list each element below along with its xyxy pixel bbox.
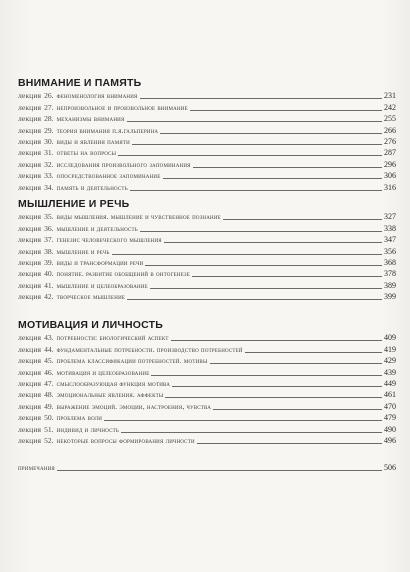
lecture-label: лекция (18, 401, 42, 411)
lecture-number: 50. (44, 413, 54, 423)
toc-row[interactable] (18, 234, 396, 245)
lecture-title: смыслообразующая функция мотива (56, 378, 171, 388)
lecture-title: феноменология внимания (56, 91, 138, 101)
section-thinking-speech (18, 197, 396, 302)
page-number: 338 (384, 223, 396, 233)
page-number: 409 (384, 333, 396, 343)
lecture-label: лекция (18, 125, 42, 135)
lecture-label: лекция (18, 333, 42, 343)
page-number: 439 (384, 367, 396, 377)
leader-line (165, 396, 382, 398)
lecture-label: лекция (18, 257, 42, 267)
lecture-number: 40. (44, 269, 54, 279)
lecture-label: лекция (18, 159, 42, 169)
lecture-label: лекция (18, 212, 42, 222)
page-number: 389 (384, 280, 396, 290)
page-number: 242 (384, 102, 396, 112)
leader-line (118, 154, 382, 156)
lecture-number: 49. (44, 401, 54, 411)
page-number: 449 (384, 378, 396, 388)
lecture-number: 38. (44, 246, 54, 256)
lecture-number: 45. (44, 356, 54, 366)
page-number: 327 (384, 212, 396, 222)
page-number: 306 (384, 171, 396, 181)
leader-line (197, 442, 382, 444)
section-motivation-personality (18, 318, 396, 446)
page-number: 347 (384, 235, 396, 245)
lecture-title: непроизвольное и произвольное внимание (56, 102, 188, 112)
toc-row[interactable] (18, 291, 396, 302)
toc-row[interactable] (18, 366, 396, 377)
lecture-label: лекция (18, 269, 42, 279)
lecture-title: некоторые вопросы формирования личности (56, 435, 195, 445)
page-number: 378 (384, 269, 396, 279)
lecture-number: 37. (44, 235, 54, 245)
lecture-number: 35. (44, 212, 54, 222)
lecture-number: 26. (44, 91, 54, 101)
lecture-label: лекция (18, 91, 42, 101)
section-title: ВНИМАНИЕ И ПАМЯТЬ (18, 77, 142, 89)
leader-line (190, 109, 382, 111)
page-number: 276 (384, 136, 396, 146)
toc-row[interactable] (18, 332, 396, 343)
lecture-title: проблема классификации потребностей. мотивы (56, 356, 208, 366)
toc-row[interactable] (18, 378, 396, 389)
toc-row[interactable] (18, 423, 396, 434)
lecture-title: мышление и деятельность (56, 223, 138, 233)
leader-line (145, 264, 382, 266)
lecture-number: 39. (44, 257, 54, 267)
lecture-label: лекция (18, 367, 42, 377)
lecture-number: 47. (44, 378, 54, 388)
leader-line (164, 241, 382, 243)
lecture-title: мотивация и целеобразование (56, 367, 150, 377)
toc-row[interactable] (18, 211, 396, 222)
notes-entry (18, 462, 396, 473)
toc-list (18, 332, 396, 446)
lecture-label: лекция (18, 390, 42, 400)
leader-line (132, 143, 382, 145)
page-number: 479 (384, 413, 396, 423)
lecture-title: проблема воли (56, 413, 103, 423)
leader-line (210, 362, 382, 364)
toc-row[interactable] (18, 147, 396, 158)
page-number: 490 (384, 424, 396, 434)
lecture-title: фундаментальные потребности. производство потребностей (56, 344, 243, 354)
toc-row[interactable] (18, 222, 396, 233)
page-number: 419 (384, 344, 396, 354)
lecture-number: 33. (44, 171, 54, 181)
toc-row[interactable] (18, 462, 396, 473)
lecture-number: 28. (44, 114, 54, 124)
page-number: 399 (384, 292, 396, 302)
leader-line (192, 275, 382, 277)
lecture-number: 42. (44, 292, 54, 302)
lecture-title: творческое мышление (56, 292, 126, 302)
lecture-number: 41. (44, 280, 54, 290)
page-number: 496 (384, 435, 396, 445)
section-title: МЫШЛЕНИЕ И РЕЧЬ (18, 198, 130, 210)
leader-line (151, 374, 382, 376)
lecture-title: исследования произвольного запоминания (56, 159, 191, 169)
lecture-title: индивид и личность (56, 424, 119, 434)
leader-line (150, 287, 382, 289)
section-title: МОТИВАЦИЯ И ЛИЧНОСТЬ (18, 319, 163, 331)
lecture-label: лекция (18, 114, 42, 124)
lecture-label: лекция (18, 378, 42, 388)
page-number: 356 (384, 246, 396, 256)
lecture-title: мышление и речь (56, 246, 110, 256)
toc-row[interactable] (18, 181, 396, 192)
leader-line (245, 351, 382, 353)
lecture-number: 44. (44, 344, 54, 354)
page-number: 470 (384, 401, 396, 411)
lecture-number: 46. (44, 367, 54, 377)
leader-line (160, 132, 382, 134)
lecture-number: 48. (44, 390, 54, 400)
toc-row[interactable] (18, 113, 396, 124)
lecture-label: лекция (18, 223, 42, 233)
lecture-number: 30. (44, 136, 54, 146)
leader-line (127, 120, 382, 122)
lecture-number: 31. (44, 148, 54, 158)
toc-row[interactable] (18, 389, 396, 400)
leader-line (140, 97, 382, 99)
section-attention-memory (18, 76, 396, 193)
lecture-title: ответы на вопросы (56, 148, 117, 158)
page-number: 231 (384, 91, 396, 101)
lecture-title: механизмы внимания (56, 114, 125, 124)
leader-line (193, 166, 382, 168)
lecture-title: понятие. развитие обобщений в онтогенезе (56, 269, 191, 279)
lecture-label: лекция (18, 344, 42, 354)
toc-row[interactable] (18, 170, 396, 181)
lecture-label: лекция (18, 413, 42, 423)
lecture-number: 29. (44, 125, 54, 135)
toc-row[interactable] (18, 257, 396, 268)
lecture-number: 52. (44, 435, 54, 445)
lecture-title: виды и трансформации речи (56, 257, 144, 267)
lecture-title: генезис человеческого мышления (56, 235, 162, 245)
lecture-label: лекция (18, 435, 42, 445)
page-number: 506 (384, 463, 396, 473)
lecture-number: 32. (44, 159, 54, 169)
lecture-title: эмоциональные явления. аффекты (56, 390, 164, 400)
page-number: 461 (384, 390, 396, 400)
leader-line (130, 189, 382, 191)
page-number: 287 (384, 148, 396, 158)
toc-row[interactable] (18, 400, 396, 411)
leader-line (171, 339, 382, 341)
page-number: 266 (384, 125, 396, 135)
lecture-number: 43. (44, 333, 54, 343)
page-number: 429 (384, 356, 396, 366)
lecture-label: лекция (18, 235, 42, 245)
toc-row[interactable] (18, 158, 396, 169)
lecture-title: выражение эмоций. эмоции, настроения, чувства (56, 401, 212, 411)
lecture-title: виды мышления. мышление и чувственное познание (56, 212, 221, 222)
leader-line (57, 469, 382, 471)
lecture-label: лекция (18, 246, 42, 256)
page-number: 296 (384, 159, 396, 169)
lecture-label: лекция (18, 280, 42, 290)
lecture-number: 36. (44, 223, 54, 233)
leader-line (163, 177, 383, 179)
lecture-label: лекция (18, 102, 42, 112)
lecture-label: лекция (18, 424, 42, 434)
lecture-title: мышление и целеобразование (56, 280, 148, 290)
toc-row[interactable] (18, 90, 396, 101)
toc-row[interactable] (18, 268, 396, 279)
toc-list (18, 211, 396, 302)
lecture-label: лекция (18, 148, 42, 158)
leader-line (213, 408, 382, 410)
lecture-title: потребности: биологический аспект (56, 333, 169, 343)
toc-row[interactable] (18, 412, 396, 423)
lecture-label: лекция (18, 356, 42, 366)
page-number: 368 (384, 257, 396, 267)
leader-line (223, 218, 382, 220)
lecture-number: 34. (44, 182, 54, 192)
toc-row[interactable] (18, 101, 396, 112)
lecture-label: лекция (18, 171, 42, 181)
page-number: 255 (384, 114, 396, 124)
page-number: 316 (384, 182, 396, 192)
lecture-label: лекция (18, 182, 42, 192)
lecture-number: 27. (44, 102, 54, 112)
leader-line (127, 298, 382, 300)
leader-line (112, 253, 382, 255)
toc-row[interactable] (18, 245, 396, 256)
lecture-title: теория внимания п.я.гальперина (56, 125, 159, 135)
lecture-label: лекция (18, 136, 42, 146)
toc-row[interactable] (18, 343, 396, 354)
leader-line (121, 431, 382, 433)
toc-row[interactable] (18, 136, 396, 147)
lecture-number: 51. (44, 424, 54, 434)
lecture-title: виды и явления памяти (56, 136, 130, 146)
leader-line (140, 230, 382, 232)
toc-row[interactable] (18, 124, 396, 135)
toc-row[interactable] (18, 355, 396, 366)
lecture-title: опосредствованное запоминание (56, 171, 161, 181)
notes-title: примечания (18, 463, 55, 473)
leader-line (104, 419, 382, 421)
toc-list (18, 90, 396, 193)
lecture-label: лекция (18, 292, 42, 302)
toc-row[interactable] (18, 279, 396, 290)
lecture-title: память и деятельность (56, 182, 128, 192)
toc-row[interactable] (18, 435, 396, 446)
leader-line (172, 385, 382, 387)
